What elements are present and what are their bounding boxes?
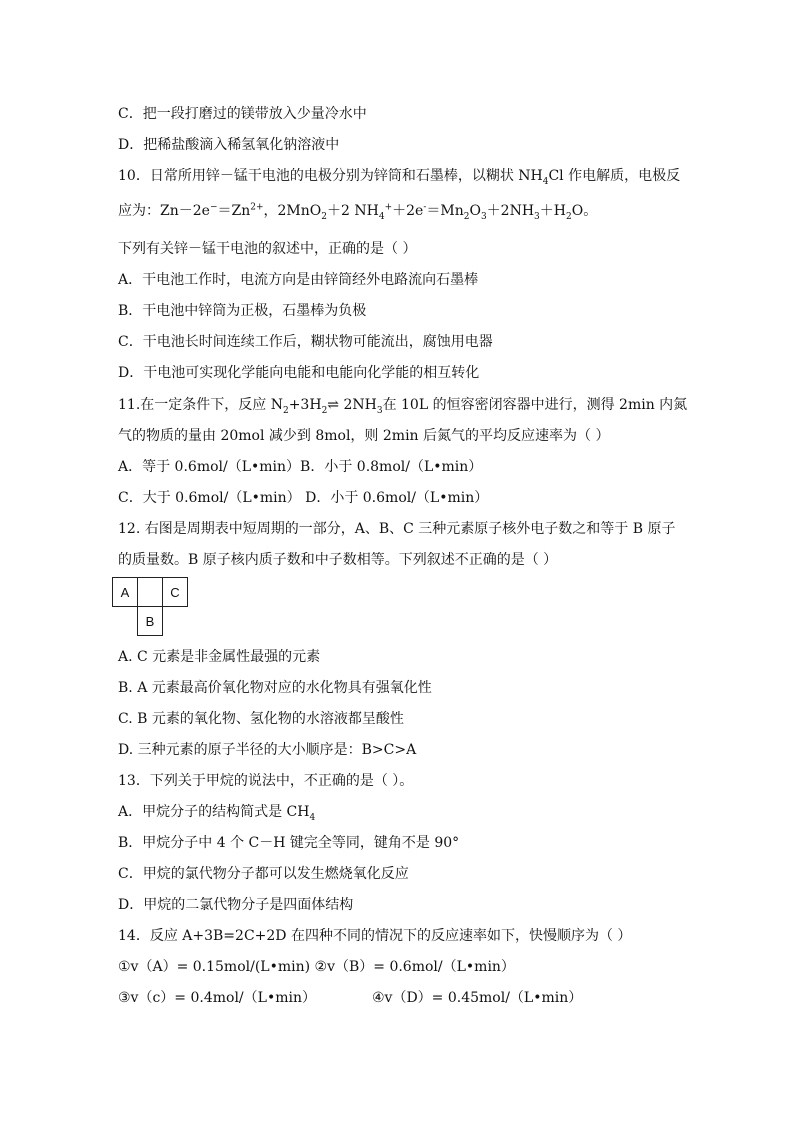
- q12-option-b: B. A 元素最高价氧化物对应的水化物具有强氧化性: [118, 680, 432, 696]
- q12-stem-line1: 12. 右图是周期表中短周期的一部分，A、B、C 三种元素原子核外电子数之和等于 B 原子: [118, 521, 676, 537]
- q10-electrode-equation: 应为：$Zn-2e^-=Zn^{2+}$，2MnO$_2$＋2 $NH_4^++2e^-=Mn_2O_3+2NH_3+H_2O$。: [118, 202, 598, 222]
- q14-stem: 14．反应 A+3B=2C+2D 在四种不同的情况下的反应速率如下，快慢顺序为（ ）: [118, 928, 632, 944]
- q10-option-c: C．干电池长时间连续工作后，糊状物可能流出，腐蚀用电器: [118, 334, 493, 350]
- q10-stem-line1: 10．日常所用锌－锰干电池的电极分别为锌筒和石墨棒，以糊状 $NH_4Cl$ 作电解质，电极反: [118, 168, 681, 187]
- element-cell-c: C: [163, 578, 188, 607]
- q11-stem-line1: 11.在一定条件下，反应 $N_2+3H_2\rightleftharpoons$ $2NH_3$在 10L 的恒容密闭容器中进行，测得 2min 内氮: [118, 397, 688, 416]
- q13-option-b: B．甲烷分子中 4 个 C－H 键完全等同，键角不是 90°: [118, 835, 460, 851]
- q10-question: 下列有关锌－锰干电池的叙述中，正确的是（ ）: [118, 241, 417, 257]
- q13-option-c: C．甲烷的氯代物分子都可以发生燃烧氧化反应: [118, 866, 409, 882]
- q11-stem-line2: 气的物质的量由 20mol 减少到 8mol，则 2min 后氮气的平均反应速率为（ ）: [118, 428, 610, 444]
- q11-options-cd: C．大于 0.6mol/（L•min） D．小于 0.6mol/（L•min）: [118, 490, 489, 506]
- q14-rate-3: ③v（c）= 0.4mol/（L•min）: [118, 990, 316, 1006]
- q12-option-a: A. C 元素是非金属性最强的元素: [118, 649, 321, 665]
- blank-cell: [163, 607, 188, 636]
- blank-cell: [113, 607, 138, 636]
- q9-option-c: C．把一段打磨过的镁带放入少量冷水中: [118, 106, 367, 122]
- q10-option-b: B．干电池中锌筒为正极，石墨棒为负极: [118, 303, 367, 319]
- periodic-table-fragment: [112, 577, 188, 636]
- q12-stem-line2: 的质量数。B 原子核内质子数和中子数相等。下列叙述不正确的是（ ）: [118, 552, 558, 568]
- q10-option-d: D．干电池可实现化学能向电能和电能向化学能的相互转化: [118, 365, 480, 381]
- q12-option-c: C. B 元素的氧化物、氢化物的水溶液都呈酸性: [118, 711, 404, 727]
- q14-rates-1-2: ①v（A）= 0.15mol/(L•min) ②v（B）= 0.6mol/（L•min）: [118, 959, 515, 975]
- q9-option-d: D．把稀盐酸滴入稀氢氧化钠溶液中: [118, 137, 340, 153]
- q10-option-a: A．干电池工作时，电流方向是由锌筒经外电路流向石墨棒: [118, 272, 479, 288]
- q13-option-a: A．甲烷分子的结构简式是 $CH_4$: [118, 804, 316, 823]
- element-cell-a: A: [113, 578, 138, 607]
- q11-options-ab: A．等于 0.6mol/（L•min）B．小于 0.8mol/（L•min）: [118, 459, 483, 475]
- q13-option-d: D．甲烷的二氯代物分子是四面体结构: [118, 897, 354, 913]
- q13-stem: 13．下列关于甲烷的说法中，不正确的是（ ）。: [118, 773, 414, 789]
- q12-option-d: D. 三种元素的原子半径的大小顺序是：B>C>A: [118, 742, 417, 758]
- element-cell-empty: [138, 578, 163, 607]
- element-cell-b: B: [138, 607, 163, 636]
- q14-rate-4: ④v（D）= 0.45mol/（L•min）: [372, 990, 583, 1006]
